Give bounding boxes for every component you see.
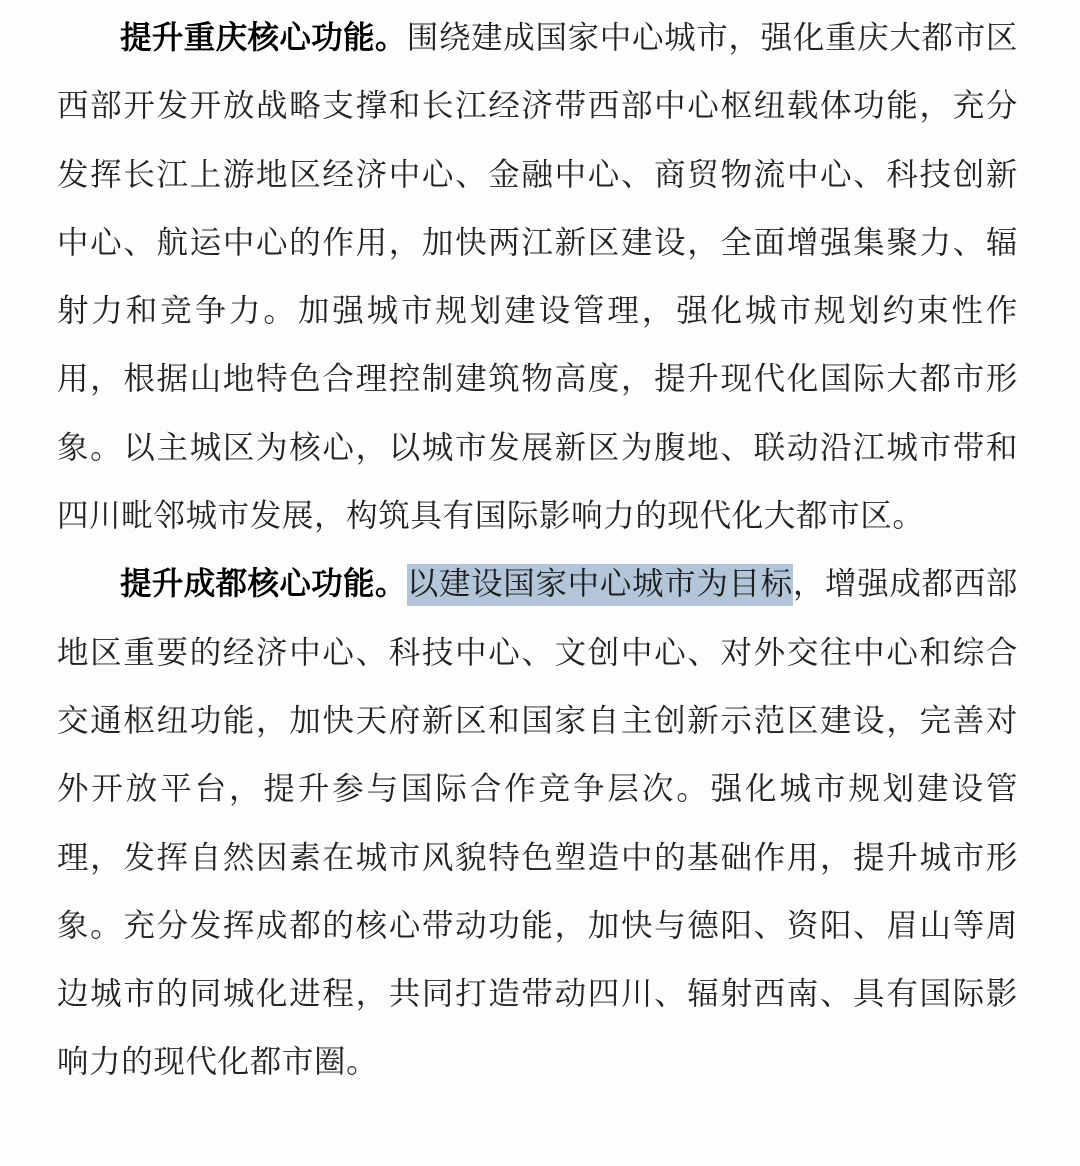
paragraph-chengdu bbox=[57, 550, 1018, 1096]
paragraph-chongqing bbox=[57, 4, 1018, 550]
paragraph-lead-chongqing: 提升重庆核心功能。 bbox=[120, 19, 407, 56]
paragraph-body-chengdu: ，增强成都西部地区重要的经济中心、科技中心、文创中心、对外交往中心和综合交通枢纽功能，加快天府新区和国家自主创新示范区建设，完善对外开放平台，提升参与国际合作竞争层次。强化城市规划建设管理，发挥自然因素在城市风貌特色塑造中的基础作用，提升城市形象。充分发挥成都的核心带动功能，加快与德阳、资阳、眉山等周边城市的同城化进程，共同打造带动四川、辐射西南、具有国际影响力的现代化都市圈。 bbox=[57, 566, 1019, 1081]
paragraph-lead-chengdu: 提升成都核心功能。 bbox=[120, 565, 407, 603]
highlighted-text-selection[interactable]: 以建设国家中心城市为目标 bbox=[407, 564, 793, 606]
paragraph-body-chongqing: 围绕建成国家中心城市，强化重庆大都市区西部开发开放战略支撑和长江经济带西部中心枢纽载体功能，充分发挥长江上游地区经济中心、金融中心、商贸物流中心、科技创新中心、航运中心的作用，加快两江新区建设，全面增强集聚力、辐射力和竞争力。加强城市规划建设管理，强化城市规划约束性作用，根据山地特色合理控制建筑物高度，提升现代化国际大都市形象。以主城区为核心，以城市发展新区为腹地、联动沿江城市带和四川毗邻城市发展，构筑具有国际影响力的现代化大都市区。 bbox=[57, 20, 1018, 535]
document-text-column bbox=[57, 4, 1018, 1097]
